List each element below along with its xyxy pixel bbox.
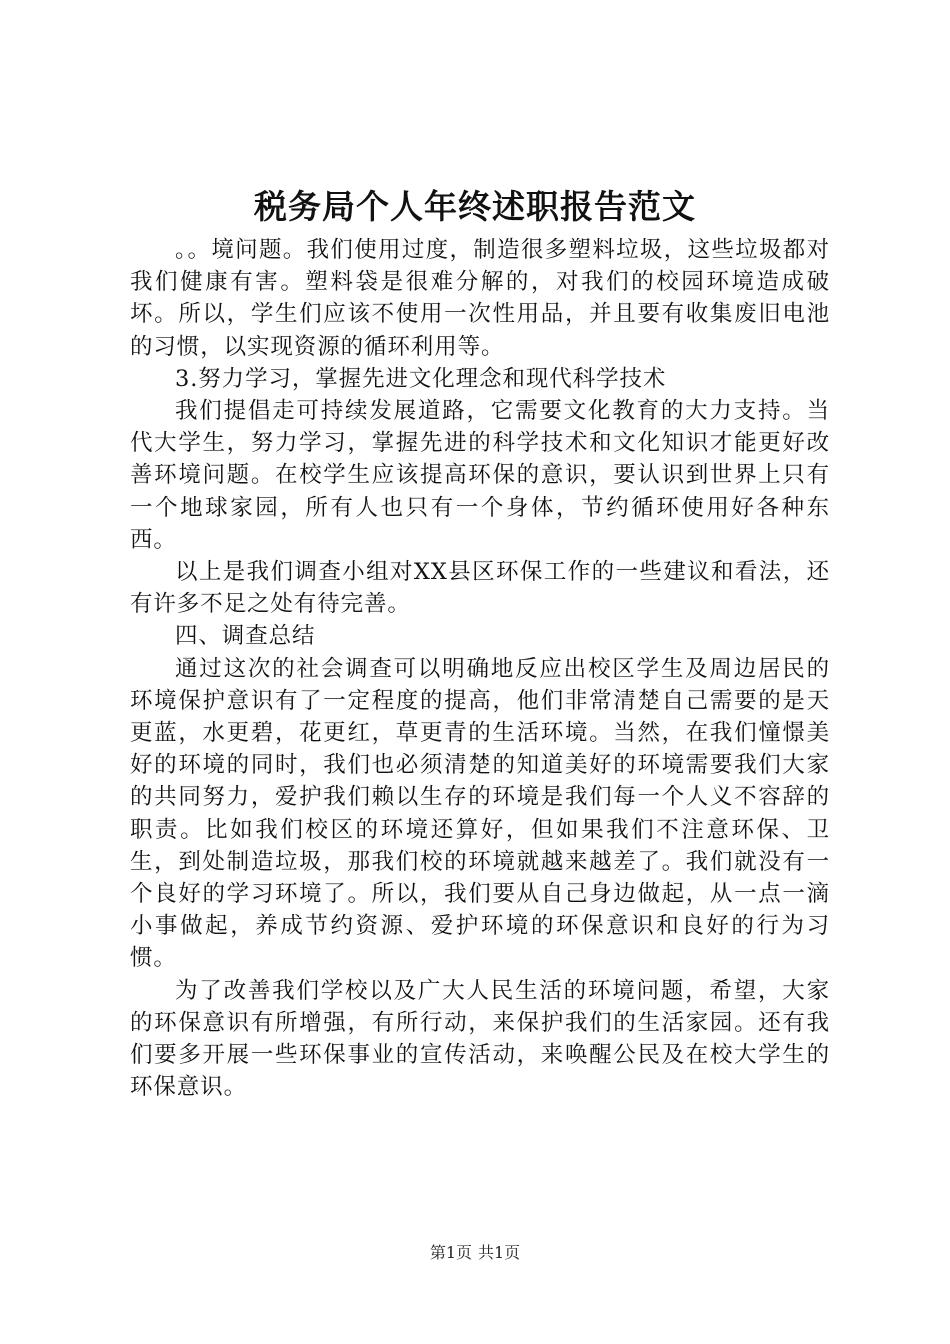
section-heading-study: 3.努力学习，掌握先进文化理念和现代科学技术: [175, 365, 667, 392]
document-body: [130, 234, 830, 1103]
paragraph-intro: 。。境问题。我们使用过度，制造很多塑料垃圾，这些垃圾都对我们健康有害。塑料袋是很难分解的，对我们的校园环境造成破坏。所以，学生们应该不使用一次性用品，并且要有收集废旧电池的习惯，以实现资源的循环利用等。: [130, 237, 830, 360]
paragraph-summary: 通过这次的社会调查可以明确地反应出校区学生及周边居民的环境保护意识有了一定程度的提高，他们非常清楚自己需要的是天更蓝，水更碧，花更红，草更青的生活环境。当然，在我们憧憬美好的环境的同时，我们也必须清楚的知道美好的环境需要我们大家的共同努力，爱护我们赖以生存的环境是我们每一个人义不容辞的职责。比如我们校区的环境还算好，但如果我们不注意环保、卫生，到处制造垃圾，那我们校的环境就越来越差了。我们就没有一个良好的学习环境了。所以，我们要从自己身边做起，从一点一滴小事做起，养成节约资源、爱护环境的环保意识和良好的行为习惯。: [130, 655, 830, 972]
page-number: 第1页: [429, 1243, 472, 1262]
page-total: 共1页: [478, 1243, 521, 1262]
paragraph-conclusion: 为了改善我们学校以及广大人民生活的环境问题，希望，大家的环保意识有所增强，有所行动，来保护我们的生活家园。还有我们要多开展一些环保事业的宣传活动，来唤醒公民及在校大学生的环保意识。: [130, 977, 830, 1101]
paragraph-suggestions: 以上是我们调查小组对XX县区环保工作的一些建议和看法，还有许多不足之处有待完善。: [130, 559, 830, 618]
paragraph-study: 我们提倡走可持续发展道路，它需要文化教育的大力支持。当代大学生，努力学习，掌握先进的科学技术和文化知识才能更好改善环境问题。在校学生应该提高环保的意识，要认识到世界上只有一个地球家园，所有人也只有一个身体，节约循环使用好各种东西。: [130, 398, 830, 553]
page-footer: [0, 1242, 950, 1264]
document-title: 税务局个人年终述职报告范文: [254, 187, 696, 226]
section-heading-summary: 四、调查总结: [175, 623, 316, 650]
